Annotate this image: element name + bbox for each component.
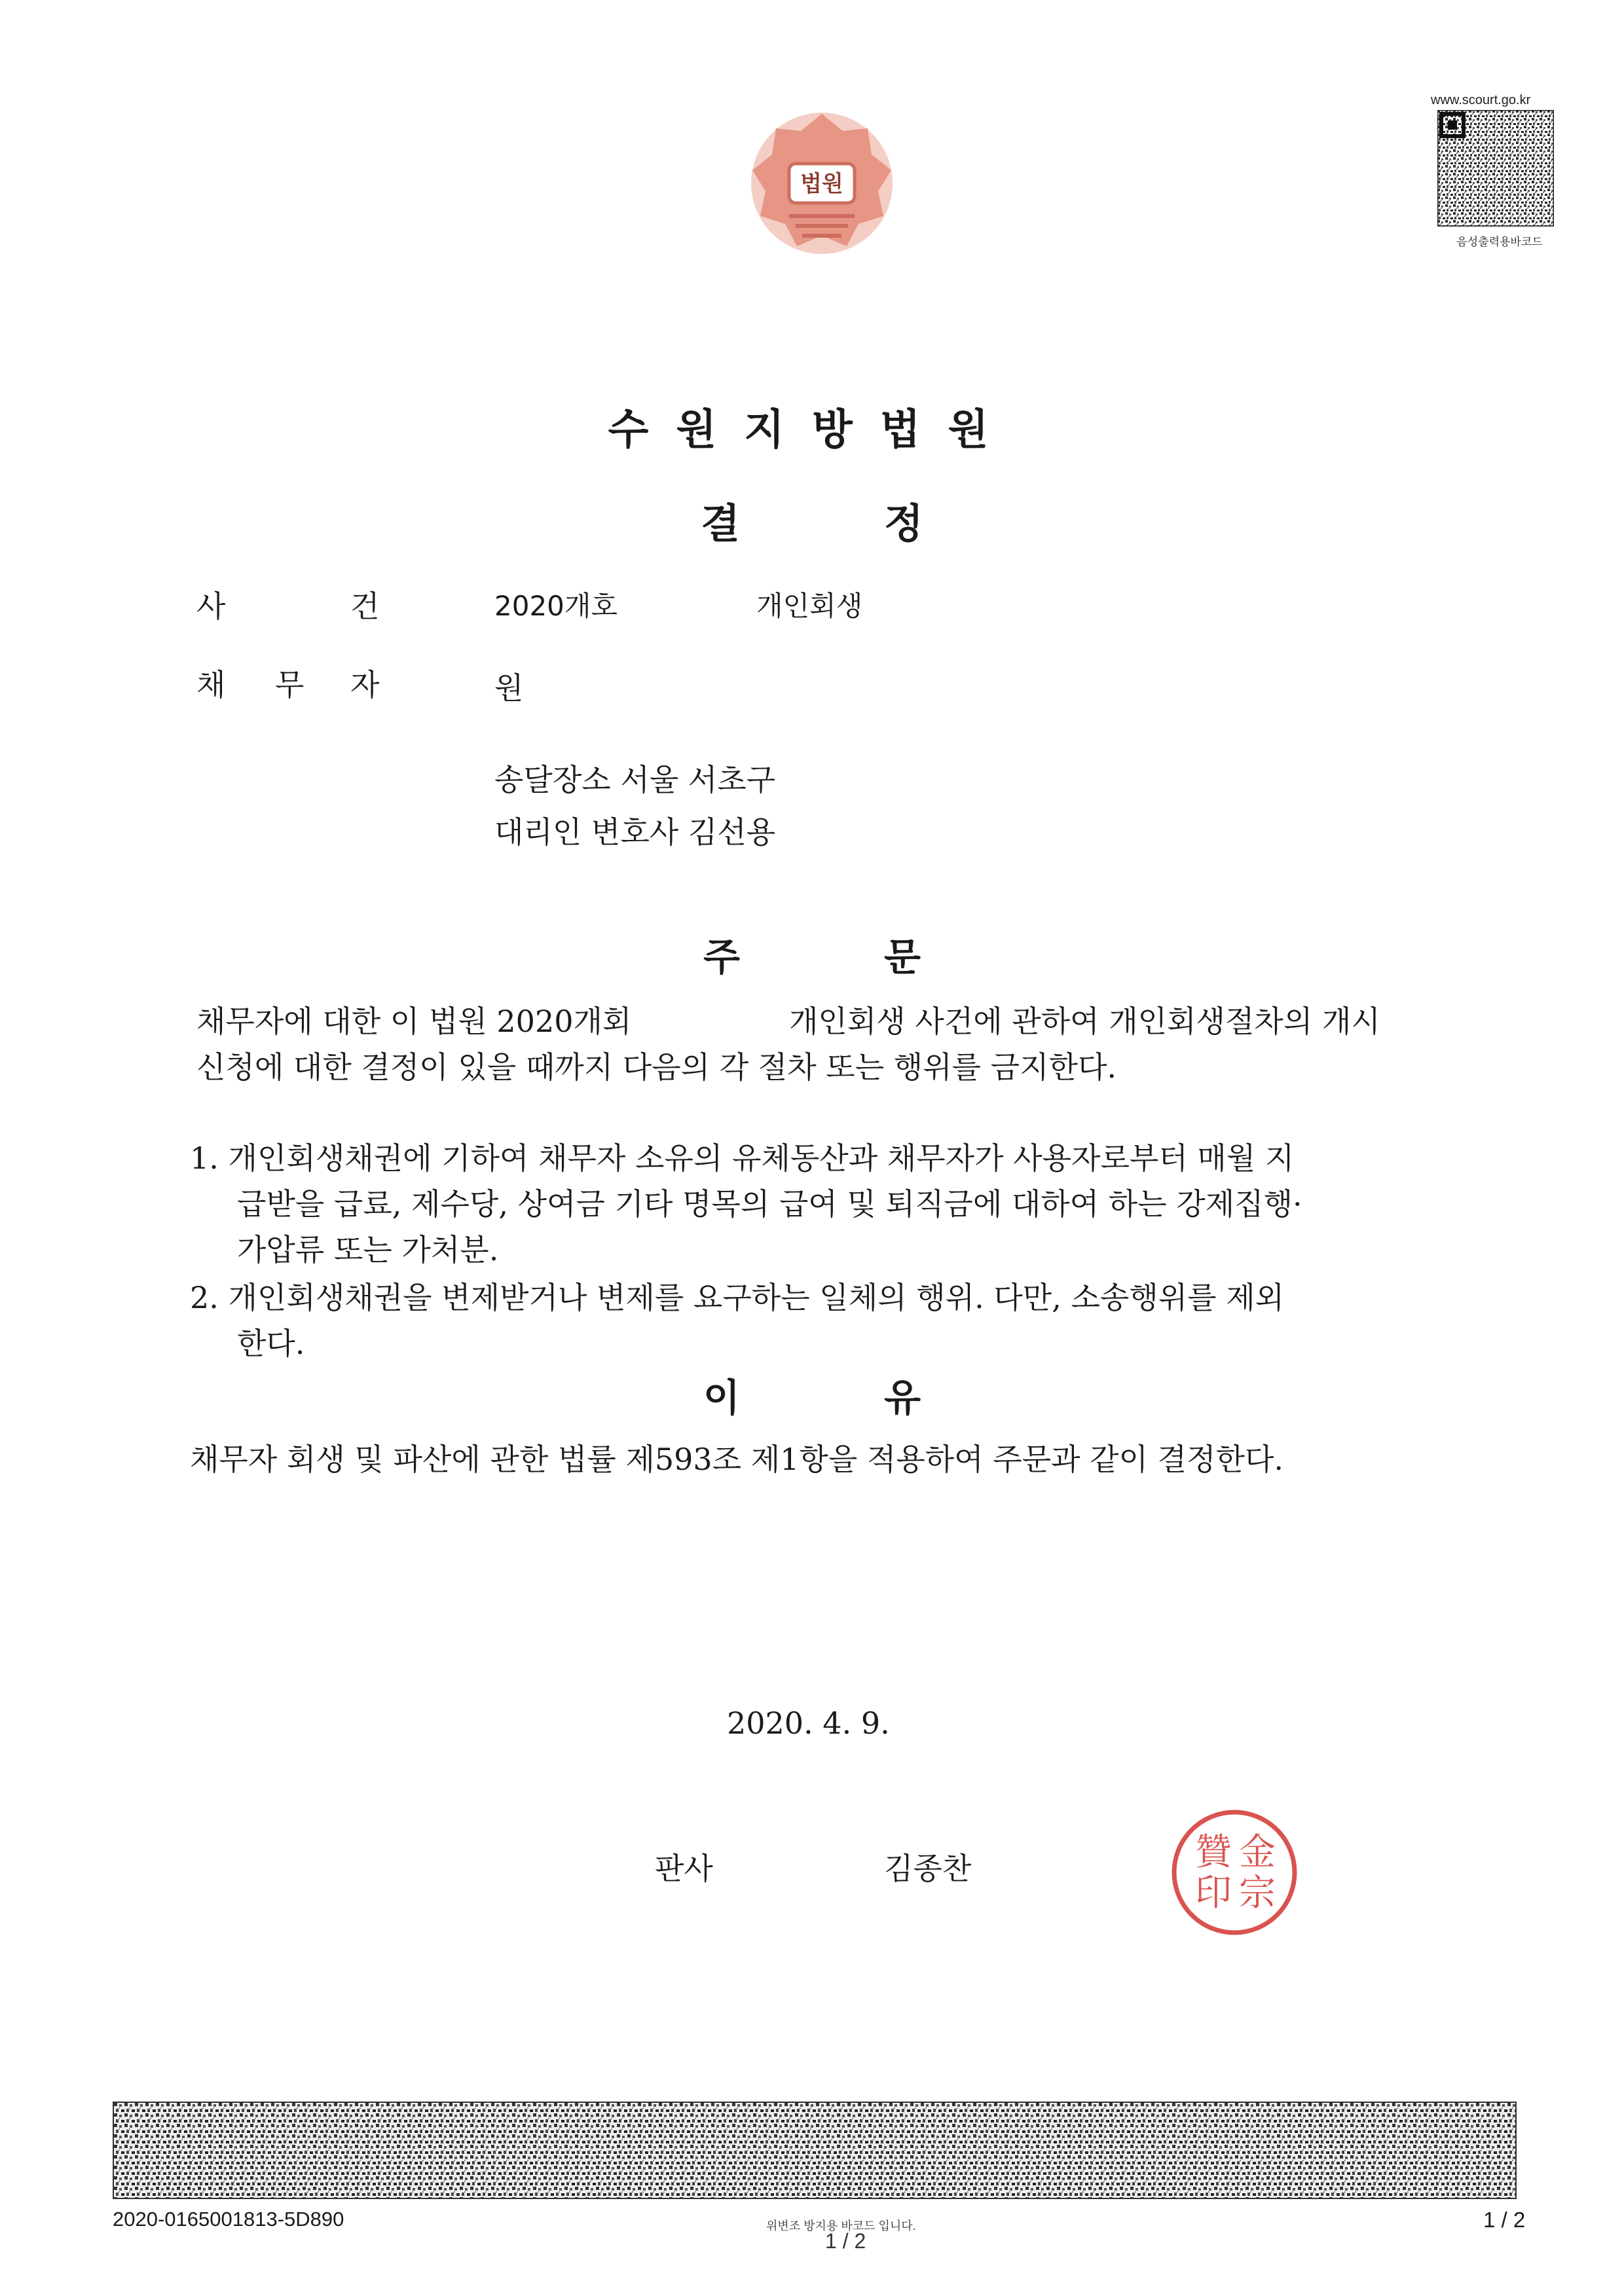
debtor-label-1: 채 [196,667,226,702]
heading-char: 문 [884,935,921,979]
heading-char: 유 [884,1376,921,1420]
order-intro-line1a: 채무자에 대한 이 법원 2020개회 [196,1004,632,1039]
court-name: 수원지방법원 [608,406,1016,454]
reason-text: 채무자 회생 및 파산에 관한 법률 제593조 제1항을 적용하여 주문과 같이 결정한다. [190,1442,1284,1477]
document-code: 2020-0165001813-5D890 [113,2208,344,2231]
case-label-1: 사 [196,589,226,624]
order-item2-line1: 2. 개인회생채권을 변제받거나 변제를 요구하는 일체의 행위. 다만, 소송행위를 제외 [190,1280,1285,1315]
svg-text:법원: 법원 [800,171,843,197]
case-type: 개인회생 [756,590,863,622]
order-item1-line1: 1. 개인회생채권에 기하여 채무자 소유의 유체동산과 채무자가 사용자로부터 매월 지 [190,1140,1295,1176]
svg-text:金: 金 [1239,1831,1276,1874]
agent: 대리인 변호사 김선용 [494,814,776,850]
court-seal-logo [743,105,900,262]
svg-text:宗: 宗 [1239,1872,1276,1914]
decision-date: 2020. 4. 9. [727,1705,890,1741]
order-item2-line2: 한다. [237,1326,305,1361]
heading-char: 이 [703,1376,740,1420]
barcode-note: 위변조 방지용 바코드 입니다. [766,2219,916,2232]
case-label-2: 건 [350,589,380,624]
judge-title: 판사 [655,1851,713,1886]
svg-text:印: 印 [1195,1872,1232,1914]
order-item1-line2: 급받을 급료, 제수당, 상여금 기타 명목의 급여 및 퇴직금에 대하여 하는 강제집행· [237,1186,1302,1222]
qr-caption: 음성출력용바코드 [1456,236,1543,248]
qr-url-text: www.scourt.go.kr [1431,93,1531,107]
page-number-center: 1 / 2 [825,2229,866,2253]
page-number-right: 1 / 2 [1483,2208,1526,2232]
order-intro-line1b: 개인회생 사건에 관하여 개인회생절차의 개시 [789,1004,1380,1039]
judge-seal-stamp [1169,1807,1300,1938]
order-heading [0,926,1624,981]
case-number: 2020개호 [494,590,618,622]
qr-code-icon [1437,110,1554,227]
heading-char: 주 [703,935,740,979]
document-type-heading [0,491,1624,549]
heading-char: 정 [884,500,923,547]
debtor-label-2: 무 [275,667,304,702]
heading-char: 결 [701,500,740,547]
svg-text:贊: 贊 [1195,1831,1232,1874]
debtor-name: 원 [494,670,524,706]
reason-heading [0,1367,1624,1422]
anti-forgery-barcode [113,2102,1517,2199]
service-address: 송달장소 서울 서초구 [494,762,776,797]
judge-name: 김종찬 [884,1851,972,1886]
order-intro-line2: 신청에 대한 결정이 있을 때까지 다음의 각 절차 또는 행위를 금지한다. [196,1049,1117,1085]
debtor-label-3: 자 [350,667,380,702]
order-item1-line3: 가압류 또는 가처분. [237,1232,499,1267]
